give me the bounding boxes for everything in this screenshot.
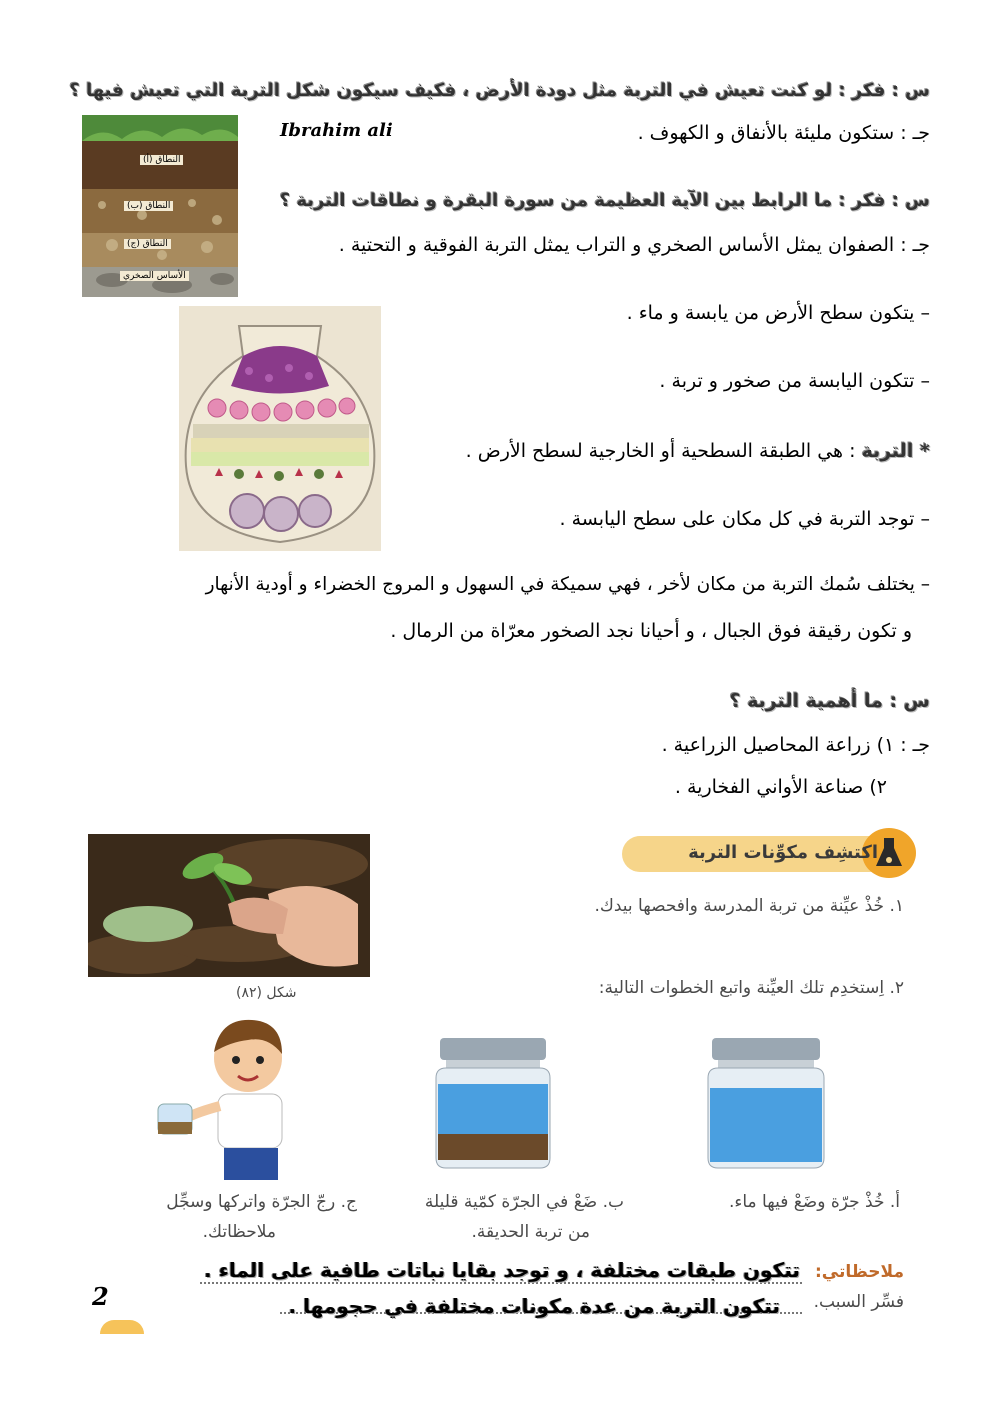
jar-with-water-image <box>704 1038 828 1170</box>
step-a: أ. خُذْ جرّة وضَعْ فيها ماء. <box>728 1192 900 1212</box>
bullet-rocks-soil: – تتكون اليابسة من صخور و تربة . <box>659 370 930 392</box>
question-1: س : فكر : لو كنت تعيش في التربة مثل دودة الأرض ، فكيف سيكون شكل التربة التي تعيش فيها ؟ <box>69 80 930 101</box>
notes-dotted-line <box>200 1282 802 1284</box>
soil-definition <box>400 438 930 464</box>
question-2: س : فكر : ما الرابط بين الآية العظيمة من سورة البقرة و نطاقات التربة ؟ <box>279 190 930 211</box>
soil-label-bedrock: الأساس الصخري <box>120 271 189 281</box>
bullet-soil-everywhere: – توجد التربة في كل مكان على سطح اليابسة . <box>559 508 930 530</box>
answer-3-item-1: جـ : ١) زراعة المحاصيل الزراعية . <box>661 734 930 756</box>
jar-with-soil-image <box>432 1038 554 1170</box>
soil-definition-text: : هي الطبقة السطحية أو الخارجية لسطح الأرض . <box>465 440 862 462</box>
soil-layers-vase-image <box>179 306 381 551</box>
soil-label-a: النطاق (أ) <box>140 155 183 165</box>
page-number: 2 <box>92 1282 109 1311</box>
bullet-soil-thickness-1: – يختلف سُمك التربة من مكان لأخر ، فهي سميكة في السهول و المروج الخضراء و أودية الأنهار <box>205 574 930 595</box>
bullet-soil-thickness-2: و تكون رقيقة فوق الجبال ، و أحيانا نجد الصخور معرّاة من الرمال . <box>390 620 912 642</box>
step-2: ٢. اِستخدِم تلك العيِّنة واتبع الخطوات التالية: <box>598 978 904 998</box>
step-b-line-1: ب. ضَعْ في الجرّة كمّية قليلة <box>424 1192 624 1212</box>
step-b-line-2: من تربة الحديقة. <box>471 1222 590 1242</box>
planting-photo <box>88 834 370 977</box>
bullet-land-water: – يتكون سطح الأرض من يابسة و ماء . <box>626 302 930 324</box>
answer-1: جـ : ستكون مليئة بالأنفاق و الكهوف . <box>637 122 930 144</box>
soil-definition-term: * التربة <box>861 440 930 462</box>
soil-label-b: النطاق (ب) <box>124 201 173 211</box>
answer-3-item-2: ٢) صناعة الأواني الفخارية . <box>674 776 887 798</box>
soil-layers-image <box>82 115 238 297</box>
answer-2: جـ : الصفوان يمثل الأساس الصخري و التراب يمثل التربة الفوقية و التحتية . <box>338 234 930 256</box>
soil-label-c: النطاق (ج) <box>124 239 171 249</box>
bottom-orange-mark <box>100 1320 144 1334</box>
question-3: س : ما أهمية التربة ؟ <box>729 690 930 712</box>
note-answer-2: تتكون التربة من عدة مكونات مختلفة في حجومها . <box>288 1294 780 1318</box>
section-title: اكتشِف مكوِّنات التربة <box>688 842 878 863</box>
author-signature: Ibrahim ali <box>280 120 393 141</box>
step-1: ١. خُذْ عيِّنة من تربة المدرسة وافحصها بيدك. <box>594 896 904 916</box>
note-answer-1: تتكون طبقات مختلفة ، و توجد بقايا نباتات طافية على الماء . <box>204 1258 800 1282</box>
figure-caption: شكل (٨٢) <box>236 985 297 1001</box>
notes-label: ملاحظاتي: <box>814 1262 904 1282</box>
step-c-line-2: ملاحظاتك. <box>202 1222 276 1242</box>
step-c-line-1: ج. رجّ الجرّة واتركها وسجِّل <box>166 1192 357 1212</box>
reason-label: فسِّر السبب. <box>813 1292 904 1312</box>
boy-shaking-jar-image <box>140 1014 305 1186</box>
